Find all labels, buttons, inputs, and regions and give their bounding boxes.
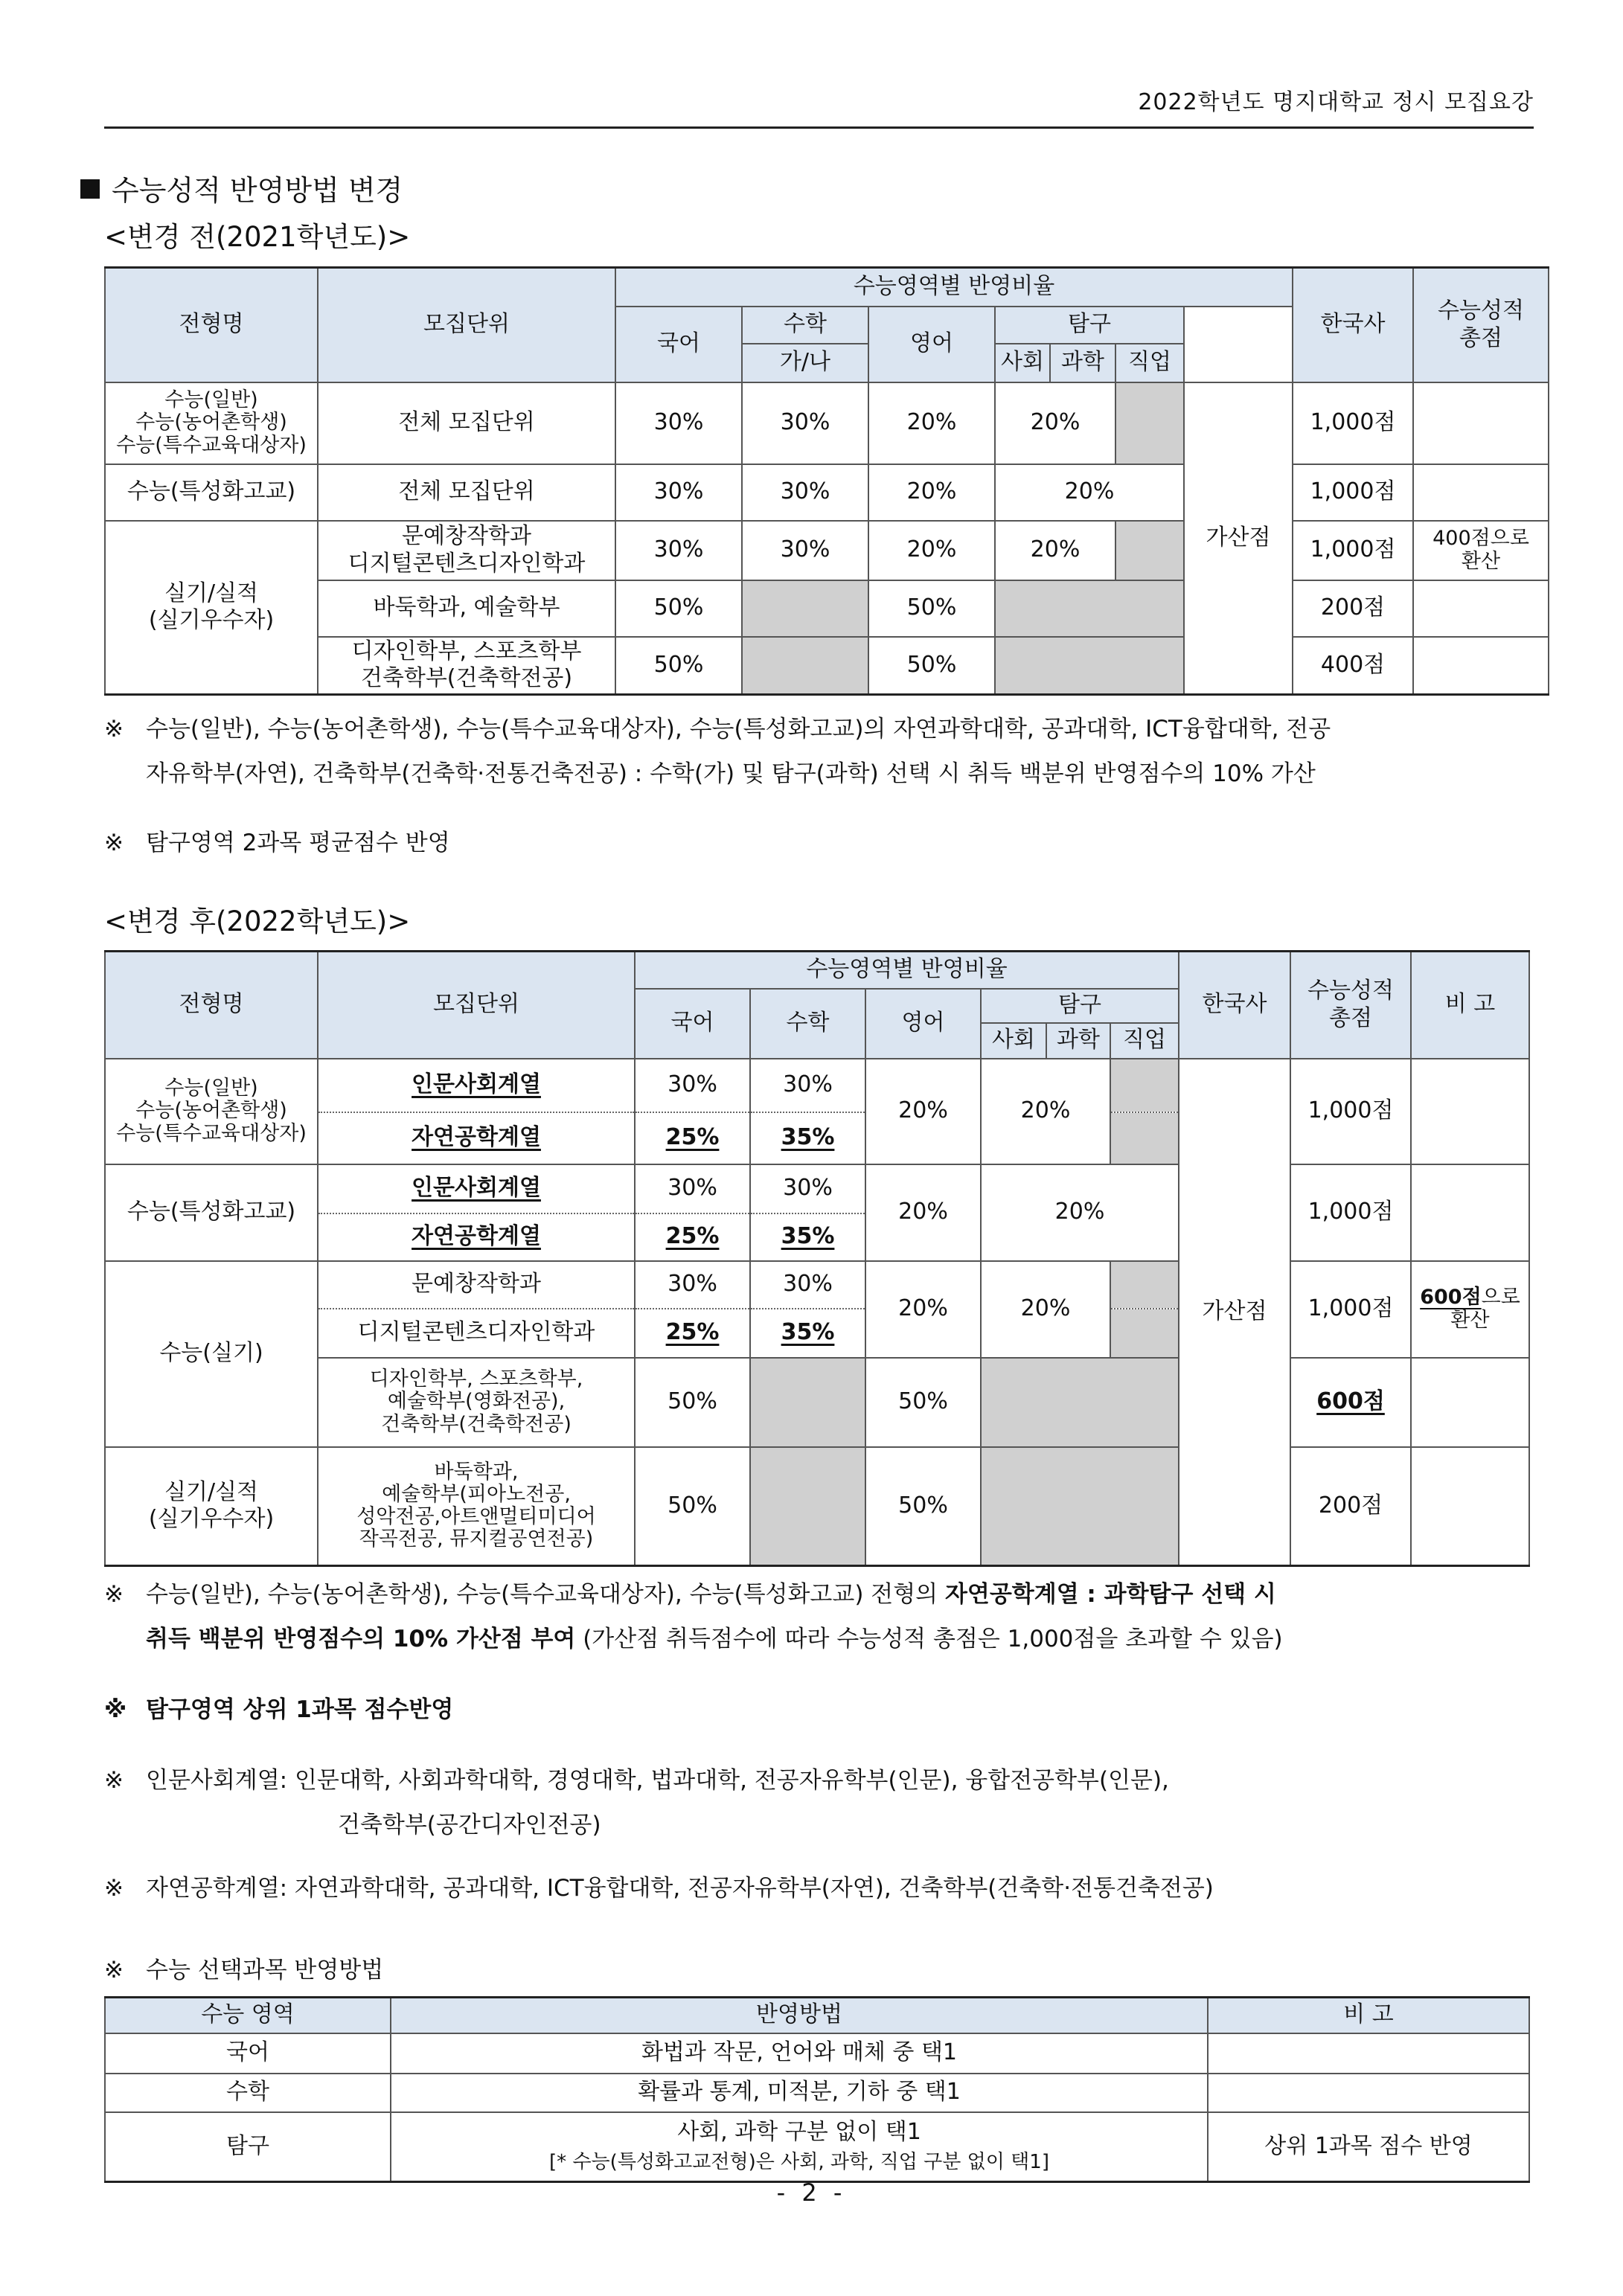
row-unit: 디자인학부, 스포츠학부, 예술학부(영화전공), 건축학부(건축학전공)	[318, 1358, 635, 1447]
header-sci: 과학	[1046, 1023, 1110, 1059]
shaded-cell	[1110, 1261, 1179, 1309]
row-eng: 50%	[868, 637, 995, 695]
header-eng: 영어	[865, 989, 981, 1059]
row-inq: 20%	[981, 1164, 1179, 1261]
row-math: 30%	[742, 382, 868, 464]
header-inq: 탐구	[981, 989, 1179, 1023]
row-unit: 디자인학부, 스포츠학부 건축학부(건축학전공)	[318, 637, 615, 695]
after-note-4: ※ 자연공학계열: 자연과학대학, 공과대학, ICT융합대학, 전공자유학부(자연), 건축학부(건축학·전통건축전공)	[104, 1875, 1214, 1902]
header-soc: 사회	[995, 344, 1050, 382]
row-inq: 20%	[995, 464, 1184, 521]
row-math: 30%	[750, 1261, 865, 1309]
row-type: 수능(일반) 수능(농어촌학생) 수능(특수교육대상자)	[105, 382, 318, 464]
row-area: 국어	[105, 2033, 391, 2074]
header-eng: 영어	[868, 307, 995, 382]
row-eng: 20%	[868, 382, 995, 464]
header-soc: 사회	[981, 1023, 1046, 1059]
row-unit: 인문사회계열	[318, 1059, 635, 1112]
header-hist: 한국사	[1293, 268, 1413, 382]
row-kor: 50%	[635, 1447, 750, 1566]
row-unit: 문예창작학과 디지털콘텐츠디자인학과	[318, 521, 615, 580]
row-total: 600점	[1290, 1358, 1411, 1447]
row-unit: 전체 모집단위	[318, 464, 615, 521]
row-eng: 50%	[865, 1447, 981, 1566]
row-note	[1208, 2074, 1529, 2112]
row-note	[1411, 1164, 1529, 1261]
row-kor: 30%	[615, 464, 742, 521]
row-note	[1208, 2033, 1529, 2074]
row-math: 35%	[750, 1309, 865, 1358]
row-eng: 50%	[868, 580, 995, 637]
header-job: 직업	[1115, 344, 1184, 382]
row-unit: 디지털콘텐츠디자인학과	[318, 1309, 635, 1358]
row-kor: 30%	[635, 1164, 750, 1213]
row-total: 1,000점	[1293, 521, 1413, 580]
row-total: 1,000점	[1290, 1164, 1411, 1261]
row-type: 수능(특성화고교)	[105, 464, 318, 521]
row-kor: 25%	[635, 1112, 750, 1164]
row-unit: 인문사회계열	[318, 1164, 635, 1213]
after-note-1: ※ 수능(일반), 수능(농어촌학생), 수능(특수교육대상자), 수능(특성화고교) 전형의 자연공학계열 : 과학탐구 선택 시 취득 백분위 반영점수의 10% 가산점 부여 (가산점 취득점수에 따라 수능성적 총점은 1,000점을 초과할 수 있음)	[104, 1581, 1283, 1652]
header-note: 비 고	[1411, 952, 1529, 1059]
row-math: 30%	[750, 1164, 865, 1213]
row-total: 1,000점	[1290, 1261, 1411, 1358]
shaded-cell	[1115, 382, 1184, 464]
row-type: 수능(특성화고교)	[105, 1164, 318, 1261]
header-inq: 탐구	[995, 307, 1184, 344]
shaded-cell	[1110, 1059, 1179, 1112]
before-table	[104, 266, 1549, 696]
header-ratio: 수능영역별 반영비율	[615, 268, 1293, 307]
header-note: 비 고	[1208, 1998, 1529, 2033]
row-type: 실기/실적 (실기우수자)	[105, 1447, 318, 1566]
row-math: 35%	[750, 1213, 865, 1261]
header-type: 전형명	[105, 952, 318, 1059]
row-total: 200점	[1293, 580, 1413, 637]
row-math: 30%	[742, 464, 868, 521]
row-total: 1,000점	[1293, 464, 1413, 521]
before-note-1: ※ 수능(일반), 수능(농어촌학생), 수능(특수교육대상자), 수능(특성화고교)의 자연과학대학, 공과대학, ICT융합대학, 전공 자유학부(자연), 건축학부(건축학·전통건축전공) : 수학(가) 및 탐구(과학) 선택 시 취득 백분위 반영점수의 10% 가산	[104, 716, 1331, 787]
shaded-cell	[981, 1447, 1179, 1566]
row-math: 30%	[750, 1059, 865, 1112]
row-unit: 바둑학과, 예술학부(피아노전공, 성악전공,아트앤멀티미디어 작곡전공, 뮤지컬공연전공)	[318, 1447, 635, 1566]
row-kor: 50%	[615, 637, 742, 695]
after-table	[104, 950, 1530, 1567]
row-area: 수학	[105, 2074, 391, 2112]
row-unit: 문예창작학과	[318, 1261, 635, 1309]
header-job: 직업	[1110, 1023, 1179, 1059]
header-math-sub: 가/나	[742, 344, 868, 382]
row-total: 200점	[1290, 1447, 1411, 1566]
row-note	[1411, 1059, 1529, 1164]
row-note: 400점으로 환산	[1413, 521, 1549, 580]
header-type: 전형명	[105, 268, 318, 382]
row-kor: 50%	[635, 1358, 750, 1447]
header-area: 수능 영역	[105, 1998, 391, 2033]
row-note: 상위 1과목 점수 반영	[1208, 2112, 1529, 2182]
row-method: 화법과 작문, 언어와 매체 중 택1	[391, 2033, 1208, 2074]
row-unit: 자연공학계열	[318, 1112, 635, 1164]
row-type: 수능(일반) 수능(농어촌학생) 수능(특수교육대상자)	[105, 1059, 318, 1164]
row-kor: 25%	[635, 1309, 750, 1358]
shaded-cell	[742, 580, 868, 637]
header-unit: 모집단위	[318, 268, 615, 382]
header-hist: 한국사	[1179, 952, 1290, 1059]
after-subtitle: <변경 후(2022학년도)>	[104, 905, 411, 937]
row-math: 30%	[742, 521, 868, 580]
header-sci: 과학	[1050, 344, 1115, 382]
row-kor: 30%	[615, 521, 742, 580]
row-kor: 30%	[635, 1059, 750, 1112]
row-hist: 가산점	[1184, 382, 1293, 695]
row-type: 실기/실적 (실기우수자)	[105, 521, 318, 695]
row-unit: 바둑학과, 예술학부	[318, 580, 615, 637]
row-note: 600점으로 환산	[1411, 1261, 1529, 1358]
row-total: 1,000점	[1293, 382, 1413, 464]
after-note-3: ※ 인문사회계열: 인문대학, 사회과학대학, 경영대학, 법과대학, 전공자유학부(인문), 융합전공학부(인문), 건축학부(공간디자인전공)	[104, 1767, 1169, 1838]
row-inq: 20%	[981, 1059, 1110, 1164]
header-unit: 모집단위	[318, 952, 635, 1059]
row-note	[1413, 637, 1549, 695]
shaded-cell	[981, 1358, 1179, 1447]
header-math: 수학	[750, 989, 865, 1059]
page-number: - 2 -	[776, 2178, 847, 2207]
header-kor: 국어	[635, 989, 750, 1059]
shaded-cell	[1110, 1309, 1179, 1358]
row-method: 확률과 통계, 미적분, 기하 중 택1	[391, 2074, 1208, 2112]
before-note-2: ※ 탐구영역 2과목 평균점수 반영	[104, 830, 450, 856]
header-kor: 국어	[615, 307, 742, 382]
after-note-5: ※ 수능 선택과목 반영방법	[104, 1957, 384, 1984]
row-inq: 20%	[995, 521, 1115, 580]
header-ratio: 수능영역별 반영비율	[635, 952, 1179, 989]
row-eng: 20%	[865, 1059, 981, 1164]
shaded-cell	[995, 637, 1184, 695]
row-math: 35%	[750, 1112, 865, 1164]
row-kor: 50%	[615, 580, 742, 637]
row-total: 400점	[1293, 637, 1413, 695]
row-method: 사회, 과학 구분 없이 택1 [* 수능(특성화고교전형)은 사회, 과학, 직업 구분 없이 택1]	[391, 2112, 1208, 2182]
section-title	[80, 167, 403, 208]
row-inq: 20%	[981, 1261, 1110, 1358]
row-eng: 20%	[865, 1164, 981, 1261]
row-kor: 30%	[635, 1261, 750, 1309]
shaded-cell	[742, 637, 868, 695]
row-note	[1413, 580, 1549, 637]
row-type: 수능(실기)	[105, 1261, 318, 1447]
row-unit: 전체 모집단위	[318, 382, 615, 464]
header-total: 수능성적 총점	[1413, 268, 1549, 382]
document-header: 2022학년도 명지대학교 정시 모집요강	[1138, 89, 1534, 115]
row-note	[1411, 1447, 1529, 1566]
header-method: 반영방법	[391, 1998, 1208, 2033]
row-area: 탐구	[105, 2112, 391, 2182]
row-unit: 자연공학계열	[318, 1213, 635, 1261]
shaded-cell	[750, 1447, 865, 1566]
row-eng: 20%	[868, 464, 995, 521]
row-note	[1413, 464, 1549, 521]
row-hist: 가산점	[1179, 1059, 1290, 1566]
shaded-cell	[1110, 1112, 1179, 1164]
before-subtitle: <변경 전(2021학년도)>	[104, 221, 411, 253]
row-eng: 20%	[868, 521, 995, 580]
row-eng: 20%	[865, 1261, 981, 1358]
selection-table	[104, 1996, 1530, 2183]
shaded-cell	[750, 1358, 865, 1447]
square-bullet-icon	[80, 179, 100, 199]
row-note	[1413, 382, 1549, 464]
header-total: 수능성적 총점	[1290, 952, 1411, 1059]
after-note-2: ※ 탐구영역 상위 1과목 점수반영	[104, 1696, 454, 1723]
row-kor: 25%	[635, 1213, 750, 1261]
row-note	[1411, 1358, 1529, 1447]
row-kor: 30%	[615, 382, 742, 464]
row-eng: 50%	[865, 1358, 981, 1447]
shaded-cell	[1115, 521, 1184, 580]
header-rule	[104, 126, 1534, 129]
shaded-cell	[995, 580, 1184, 637]
row-inq: 20%	[995, 382, 1115, 464]
section-title-text: 수능성적 반영방법 변경	[112, 174, 403, 207]
header-math: 수학	[742, 307, 868, 344]
row-total: 1,000점	[1290, 1059, 1411, 1164]
